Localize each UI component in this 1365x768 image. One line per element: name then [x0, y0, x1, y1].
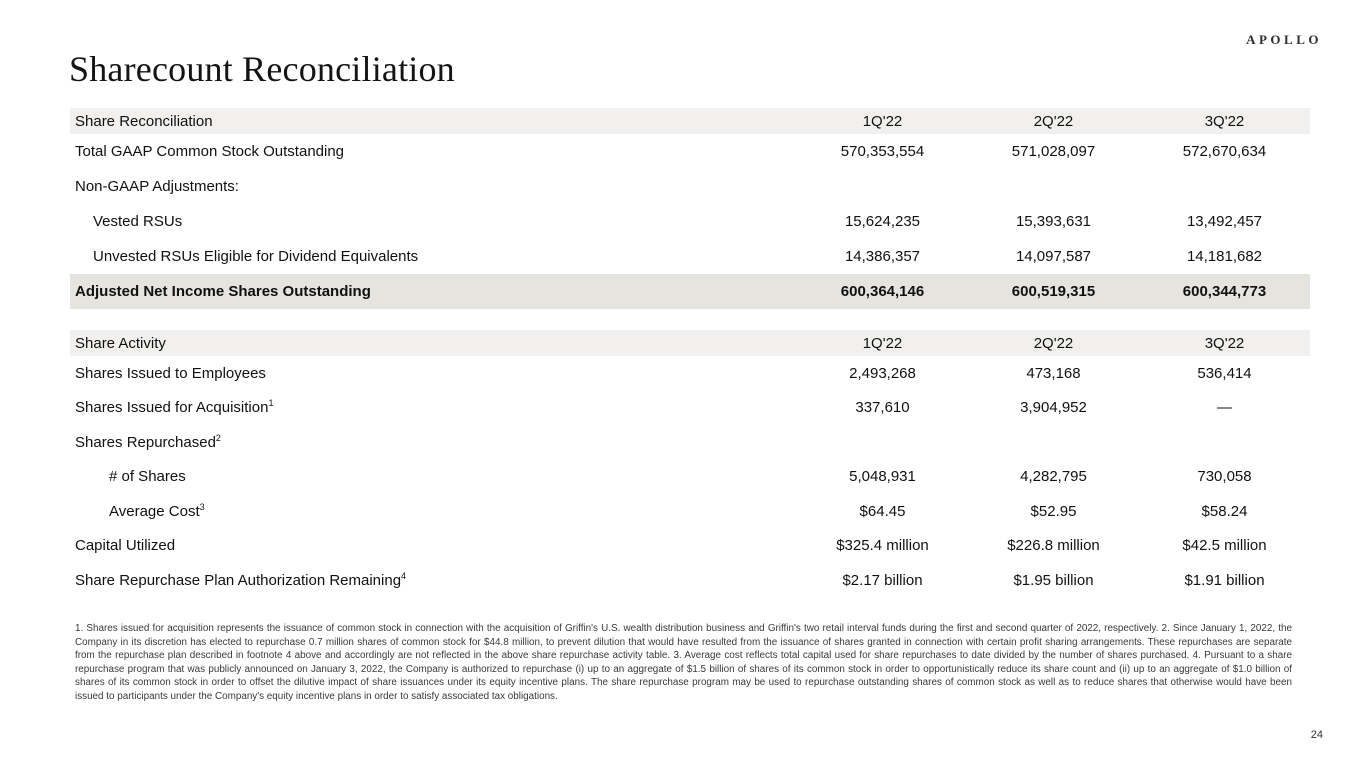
apollo-logo: APOLLO [1246, 32, 1322, 47]
cell-value: 570,353,554 [840, 143, 925, 160]
cell-value: $226.8 million [1007, 537, 1100, 555]
column-header: 3Q'22 [1204, 112, 1245, 130]
cell-value: 600,519,315 [1011, 283, 1096, 300]
cell-value: 571,028,097 [1011, 143, 1096, 160]
page-number: 24 [1310, 729, 1323, 741]
row-label: Average Cost$^3$ [109, 501, 205, 520]
cell-value: — [1217, 399, 1232, 417]
row-label: Shares Issued for Acquisition$^1$ [75, 398, 274, 417]
cell-value: $325.4 million [836, 537, 929, 555]
cell-value: 2,493,268 [849, 364, 916, 382]
row-label: Adjusted Net Income Shares Outstanding [75, 283, 371, 300]
table-row [70, 391, 1310, 426]
cell-value: 15,624,235 [844, 213, 921, 230]
table-header-row [70, 330, 1310, 356]
column-header: 2Q'22 [1033, 112, 1074, 130]
cell-value: $42.5 million [1182, 537, 1267, 555]
cell-value: 600,344,773 [1182, 283, 1267, 300]
cell-value: $64.45 [859, 502, 906, 520]
page-title: Sharecount Reconciliation [69, 49, 455, 89]
row-label: Vested RSUs [93, 213, 183, 230]
row-label: # of Shares [109, 468, 186, 486]
cell-value: $1.95 billion [1013, 571, 1094, 589]
table-row [70, 204, 1310, 239]
cell-value: 600,364,146 [840, 283, 925, 300]
table-row [70, 356, 1310, 391]
cell-value: 3,904,952 [1020, 399, 1087, 417]
row-label: Share Repurchase Plan Authorization Remaining$^4$ [75, 570, 407, 589]
row-label: Non-GAAP Adjustments: [75, 178, 239, 195]
cell-value: 572,670,634 [1182, 143, 1267, 160]
footnotes: 1. Shares issued for acquisition represents the issuance of common stock in connection with the acquisition of Griffin's U.S. wealth distribution business and Griffin's two retail interval funds during the first and second quarter of 2022, respectively. 2. Since January 1, 2022, the Company in its discretion has elected to repurchase 0.7 million shares of common stock for $44.8 million, to prevent dilution that would have resulted from the issuance of shares granted in connection with certain profit sharing arrangements. These repurchases are separate from the repurchase plan described in footnote 4 above and accordingly are not reflected in the above share repurchase activity table. 3. Average cost reflects total capital used for share repurchases to date divided by the number of shares purchased. 4. Pursuant to a share repurchase program that was publicly announced on January 3, 2022, the Company is authorized to repurchase (i) up to an aggregate of $1.5 billion of shares of its common stock in order to opportunistically reduce its share count and (ii) up to an aggregate of $1.0 billion of shares of its common stock in order to offset the dilutive impact of share issuances under its equity incentive plans. The share repurchase program may be used to repurchase outstanding shares of common stock as well as to reduce shares that otherwise would have been issued to participants under the Company's equity incentive plans in order to satisfy associated tax obligations. [75, 623, 1292, 702]
table-row [70, 274, 1310, 309]
cell-value: 473,168 [1026, 364, 1081, 382]
table-header-title: Share Activity [75, 334, 166, 352]
cell-value: 337,610 [855, 399, 910, 417]
row-label: Capital Utilized [75, 537, 176, 555]
table-header-title: Share Reconciliation [75, 112, 213, 130]
table-row [70, 460, 1310, 495]
cell-value: 14,097,587 [1015, 248, 1092, 265]
table-row [70, 529, 1310, 564]
table-row [70, 563, 1310, 598]
footnote-marker: 3 [199, 501, 205, 512]
cell-value: 14,386,357 [844, 248, 921, 265]
cell-value: 536,414 [1197, 364, 1252, 382]
footnote-marker: 1 [268, 398, 274, 409]
column-header: 1Q'22 [862, 112, 903, 130]
cell-value: $52.95 [1030, 502, 1077, 520]
cell-value: $2.17 billion [842, 571, 923, 589]
row-label: Total GAAP Common Stock Outstanding [75, 143, 345, 160]
row-label: Unvested RSUs Eligible for Dividend Equivalents [93, 248, 419, 265]
cell-value: $1.91 billion [1184, 571, 1265, 589]
cell-value: $58.24 [1201, 502, 1248, 520]
row-label: Shares Repurchased$^2$ [75, 432, 221, 451]
column-header: 2Q'22 [1033, 334, 1074, 352]
share-activity-table [70, 330, 1310, 598]
table-row [70, 494, 1310, 529]
table-row [70, 134, 1310, 169]
cell-value: 15,393,631 [1015, 213, 1092, 230]
footnote-marker: 4 [401, 570, 407, 581]
cell-value: 730,058 [1197, 468, 1252, 486]
cell-value: 5,048,931 [849, 468, 916, 486]
cell-value: 14,181,682 [1186, 248, 1263, 265]
row-label: Shares Issued to Employees [75, 364, 266, 382]
column-header: 3Q'22 [1204, 334, 1245, 352]
share-reconciliation-table [70, 108, 1310, 309]
column-header: 1Q'22 [862, 334, 903, 352]
footnote-marker: 2 [215, 432, 221, 443]
table-row [70, 239, 1310, 274]
cell-value: 4,282,795 [1020, 468, 1087, 486]
cell-value: 13,492,457 [1186, 213, 1263, 230]
table-header-row [70, 108, 1310, 134]
table-row [70, 169, 1310, 204]
table-row [70, 425, 1310, 460]
